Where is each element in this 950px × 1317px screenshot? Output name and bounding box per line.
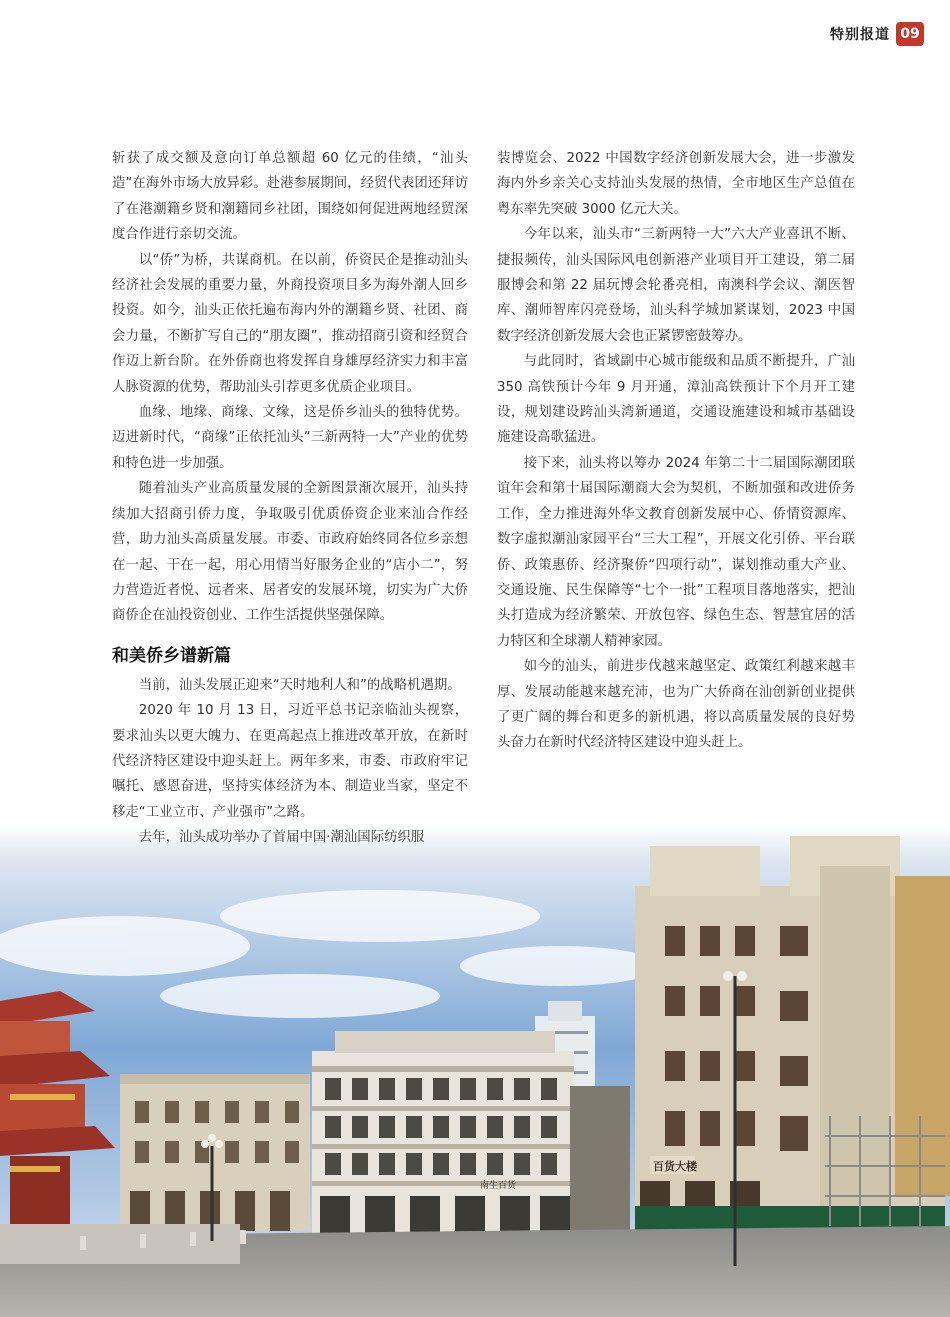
section-heading: 和美侨乡谱新篇 <box>112 645 231 666</box>
section-title: 特别报道 <box>830 27 890 43</box>
left-column <box>112 146 468 851</box>
paragraph: 去年，汕头成功举办了首届中国·潮汕国际纺织服 <box>138 830 425 846</box>
paragraph: 以“侨”为桥，共谋商机。在以前，侨资民企是推动汕头经济社会发展的重要力量，外商投资项目多为海外潮人回乡投资。如今，汕头正依托遍布海内外的潮籍乡贤、社团、商会力量，不断扩写自己的“朋友圈”，推动招商引资和经贸合作迈上新台阶。在外侨商也将发挥自身雄厚经济实力和丰富人脉资源的优势，帮助汕头引荐更多优质企业项目。 <box>112 252 468 395</box>
paragraph: 与此同时，省域副中心城市能级和品质不断提升，广汕 350 高铁预计今年 9 月开通，漳汕高铁预计下个月开工建设，规划建设跨汕头湾新通道，交通设施建设和城市基础设施建设高歌猛进。 <box>497 354 855 446</box>
paragraph: 2020 年 10 月 13 日，习近平总书记亲临汕头视察，要求汕头以更大魄力、在更高起点上推进改革开放，在新时代经济特区建设中迎头赶上。两年多来，市委、市政府牢记嘱托、感恩奋进，坚持实体经济为本、制造业当家，坚定不移走“工业立市、产业强市”之路。 <box>112 703 468 820</box>
paragraph: 斩获了成交额及意向订单总额超 60 亿元的佳绩，“汕头造”在海外市场大放异彩。赴港参展期间，经贸代表团还拜访了在港潮籍乡贤和潮籍同乡社团，围绕如何促进两地经贸深度合作进行亲切交流。 <box>112 151 468 243</box>
right-column <box>497 146 855 756</box>
left-arcade-building <box>120 1074 310 1231</box>
round-corner-building <box>312 1031 574 1236</box>
paragraph: 今年以来，汕头市“三新两特一大”六大产业喜讯不断、捷报频传，汕头国际风电创新港产业项目开工建设，第二届服博会和第 22 届玩博会轮番亮相，南澳科学会议、潮医智库、潮师智库闪亮登场，汕头科学城加紧谋划，2023 中国数字经济创新发展大会也正紧锣密鼓筹办。 <box>497 227 855 344</box>
page-number-badge: 09 <box>896 22 924 46</box>
mid-building <box>570 1086 630 1236</box>
paragraph: 随着汕头产业高质量发展的全新图景渐次展开，汕头持续加大招商引侨力度，争取吸引优质侨资企业来汕合作经营，助力汕头高质量发展。市委、市政府始终同各位乡亲想在一起、干在一起，用心用情当好服务企业的“店小二”，努力营造近者悦、远者来、居者安的发展环境，切实为广大侨商侨企在汕投资创业、工作生活提供坚强保障。 <box>112 481 468 624</box>
paragraph: 如今的汕头，前进步伐越来越坚定、政策红利越来越丰厚、发展动能越来越充沛，也为广大侨商在汕创新创业提供了更广阔的舞台和更多的新机遇，将以高质量发展的良好势头奋力在新时代经济特区建设中迎头赶上。 <box>497 659 855 751</box>
store-sign-main: 百货大楼 <box>653 1160 697 1173</box>
paragraph: 接下来，汕头将以筹办 2024 年第二十二届国际潮团联谊年会和第十届国际潮商大会为契机，不断加强和改进侨务工作，全力推进海外华文教育创新发展中心、侨情资源库、数字虚拟潮汕家园平台“三大工程”，开展文化引侨、平台联侨、政策惠侨、经济聚侨“四项行动”，谋划推动重大产业、交通设施、民生保障等“七个一批”工程项目落地落实，把汕头打造成为经济繁荣、开放包容、绿色生态、智慧宜居的活力特区和全球潮人精神家园。 <box>497 455 855 649</box>
paragraph: 血缘、地缘、商缘、文缘，这是侨乡汕头的独特优势。迈进新时代，“商缘”正依托汕头“三新两特一大”产业的优势和特色进一步加强。 <box>112 405 468 471</box>
page-header <box>830 20 924 48</box>
store-sign: 南生百货 <box>480 1181 517 1191</box>
street-scene-image <box>0 826 950 1317</box>
paragraph: 当前，汕头发展正迎来“天时地利人和”的战略机遇期。 <box>138 677 461 693</box>
plaza-steps <box>0 1224 240 1264</box>
right-department-store <box>635 836 950 1241</box>
city-photo <box>0 826 950 1317</box>
paragraph: 装博览会、2022 中国数字经济创新发展大会，进一步激发海内外乡亲关心支持汕头发展的热情，全市地区生产总值在粤东率先突破 3000 亿元大关。 <box>497 151 855 217</box>
